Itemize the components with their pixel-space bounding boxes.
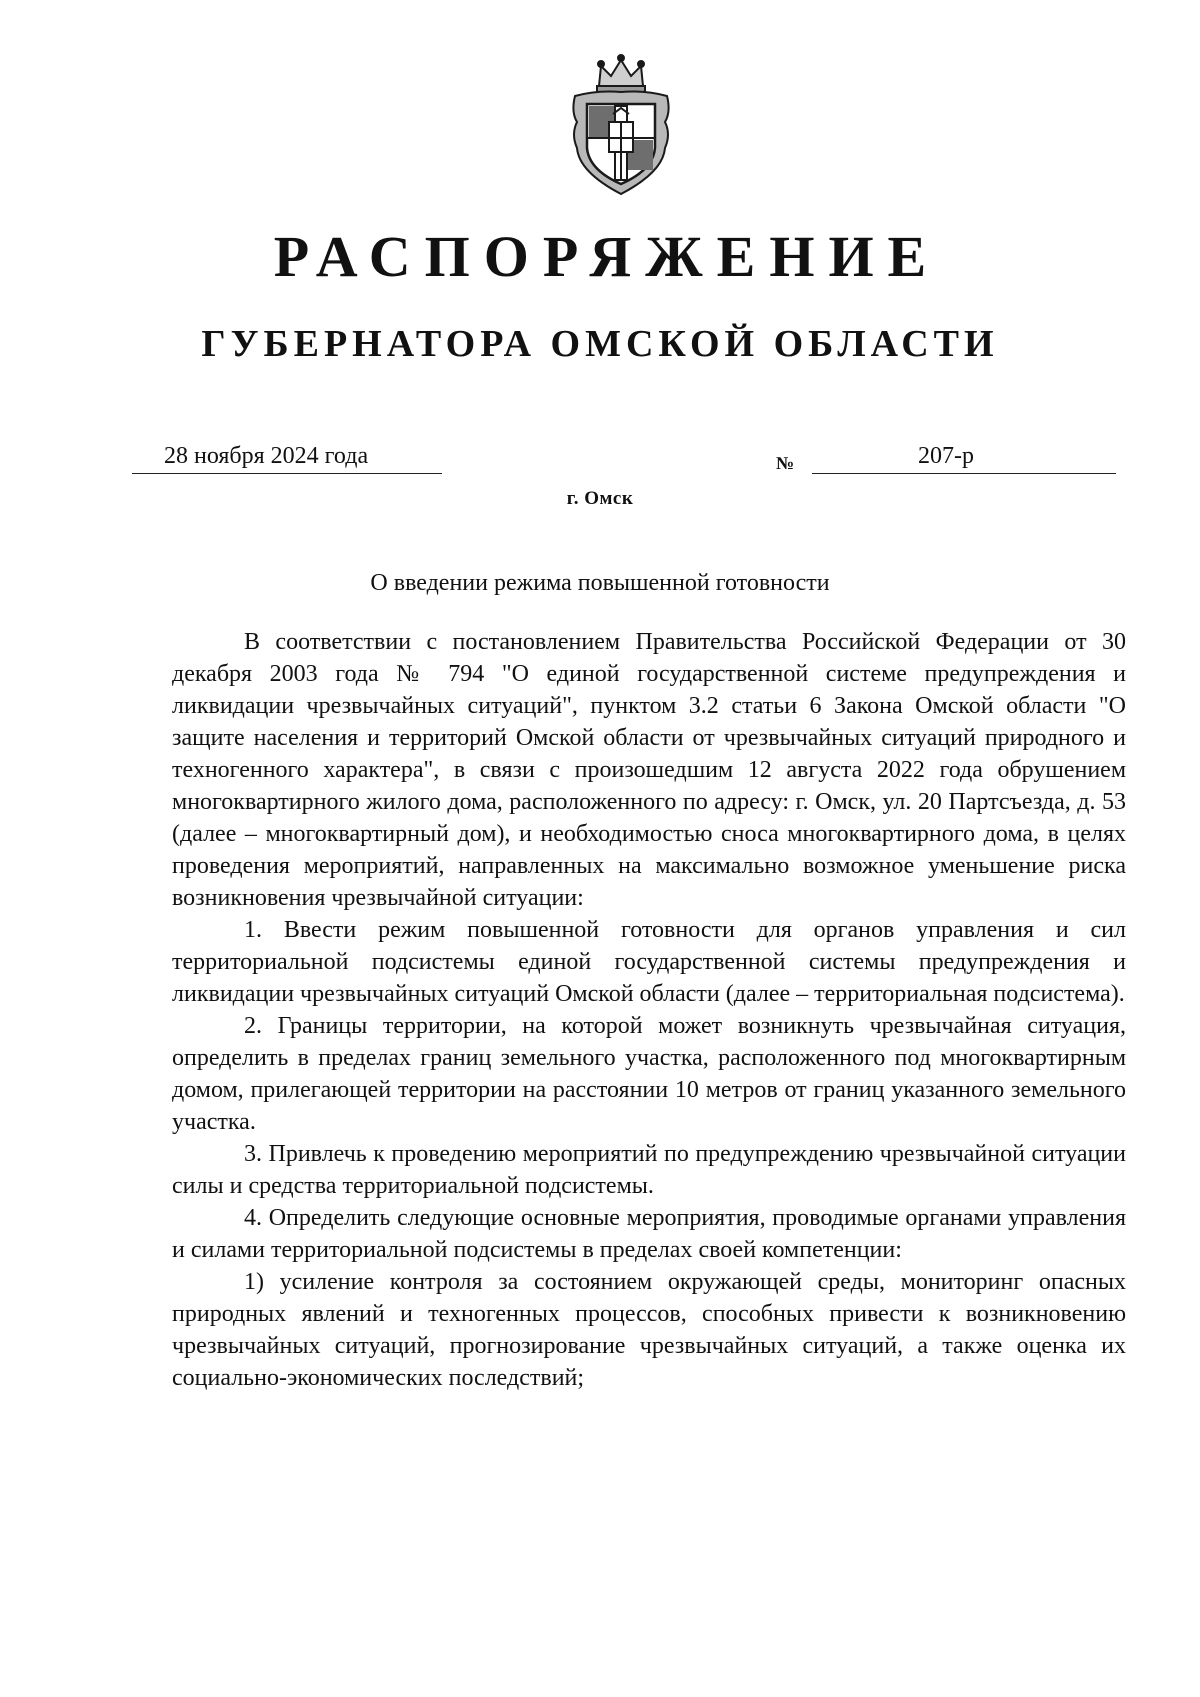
document-heading: О введении режима повышенной готовности [370,570,830,596]
document-body [172,626,1126,1394]
number-sign: № [776,453,795,473]
clause-1-paragraph: 1. Ввести режим повышенной готовности для органов управления и сил территориальной подсистемы единой государственной системы предупреждения и ликвидации чрезвычайных ситуаций Омской области (далее – территориальная подсистема). [172,917,1126,1007]
date-field [132,437,442,474]
document-type-title: РАСПОРЯЖЕНИЕ [273,224,941,289]
document-date: 28 ноября 2024 года [164,443,369,469]
clause-4-item-1-paragraph: 1) усиление контроля за состоянием окружающей среды, мониторинг опасных природных явлений и техногенных процессов, способных привести к возникновению чрезвычайных ситуаций, прогнозирование чрезвычайных ситуаций, а также оценка их социально-экономических последствий; [172,1269,1126,1391]
clause-2-paragraph: 2. Границы территории, на которой может возникнуть чрезвычайная ситуация, определить в пределах границ земельного участка, расположенного под многоквартирным домом, прилегающей территории на расстоянии 10 метров от границ указанного земельного участка. [172,1013,1126,1135]
coat-of-arms-icon [565,52,677,198]
document-city: г. Омск [566,488,634,509]
clause-3-paragraph: 3. Привлечь к проведению мероприятий по предупреждению чрезвычайной ситуации силы и средства территориальной подсистемы. [172,1141,1126,1199]
preamble-paragraph: В соответствии с постановлением Правительства Российской Федерации от 30 декабря 2003 года № 794 "О единой государственной системе предупреждения и ликвидации чрезвычайных ситуаций", пунктом 3.2 статьи 6 Закона Омской области "О защите населения и территорий Омской области от чрезвычайных ситуаций природного и техногенного характера", в связи с произошедшим 12 августа 2022 года обрушением многоквартирного жилого дома, расположенного по адресу: г. Омск, ул. 20 Партсъезда, д. 53 (далее – многоквартирный дом), и необходимостью сноса многоквартирного дома, в целях проведения мероприятий, направленных на максимально возможное уменьшение риска возникновения чрезвычайной ситуации: [172,629,1126,911]
clause-4-paragraph: 4. Определить следующие основные мероприятия, проводимые органами управления и силами территориальной подсистемы в пределах своей компетенции: [172,1205,1126,1263]
document-number: 207-р [918,443,974,469]
number-field [812,437,1116,474]
issuer-title: ГУБЕРНАТОРА ОМСКОЙ ОБЛАСТИ [201,323,999,365]
